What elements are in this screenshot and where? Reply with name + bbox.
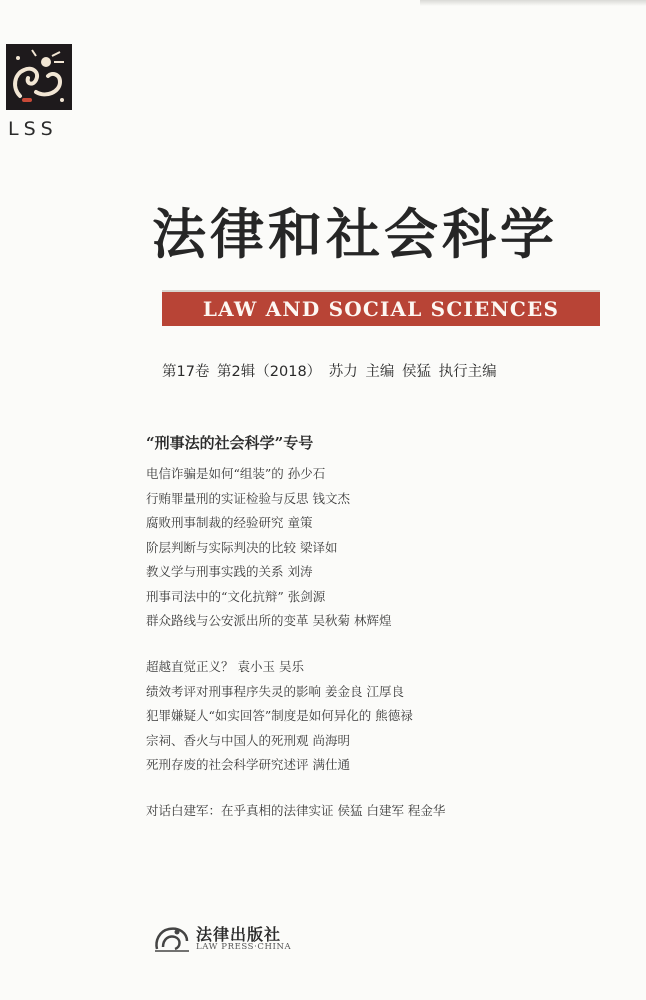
article-item: 绩效考评对刑事程序失灵的影响 姜金良 江厚良 [146, 683, 404, 699]
special-issue-articles [146, 462, 391, 634]
other-articles [146, 655, 413, 778]
article-item: 教义学与刑事实践的关系 刘涛 [146, 564, 313, 579]
article-item: 行贿罪量刑的实证检验与反思 钱文杰 [146, 490, 350, 506]
volume-editors-line: 第17卷 第2辑（2018） 苏力 主编 侯猛 执行主编 [162, 364, 497, 380]
publisher-name-en: LAW PRESS·CHINA [196, 942, 292, 952]
article-item: 犯罪嫌疑人“如实回答”制度是如何异化的 熊德禄 [146, 708, 413, 723]
publisher-seal-icon [153, 923, 191, 953]
journal-title-zh: 法律和社会科学 [152, 202, 558, 266]
journal-title-en-bar [162, 290, 600, 326]
article-item: 宗祠、香火与中国人的死刑观 尚海明 [146, 732, 350, 748]
article-item: 电信诈骗是如何“组装”的 孙少石 [146, 466, 326, 481]
dragon-seal-icon [6, 44, 72, 110]
article-item: 刑事司法中的“文化抗辩” 张剑源 [146, 588, 326, 604]
article-item: 腐败刑事制裁的经验研究 童策 [146, 515, 313, 530]
dialogue-article: 对话白建军：在乎真相的法律实证 侯猛 白建军 程金华 [146, 803, 446, 818]
publisher-name: 法律出版社 [196, 925, 282, 944]
article-item: 群众路线与公安派出所的变革 吴秋菊 林辉煌 [146, 613, 392, 628]
article-item: 阶层判断与实际判决的比较 梁译如 [146, 539, 338, 555]
special-issue-heading: “刑事法的社会科学”专号 [146, 434, 314, 452]
lss-logo [6, 44, 72, 110]
logo-text: LSS [8, 118, 58, 140]
article-item: 超越直觉正义？ 袁小玉 吴乐 [146, 659, 304, 674]
article-item: 死刑存废的社会科学研究述评 满仕通 [146, 757, 350, 772]
cover-top-edge [420, 0, 646, 6]
journal-title-en: LAW AND SOCIAL SCIENCES [202, 297, 560, 321]
